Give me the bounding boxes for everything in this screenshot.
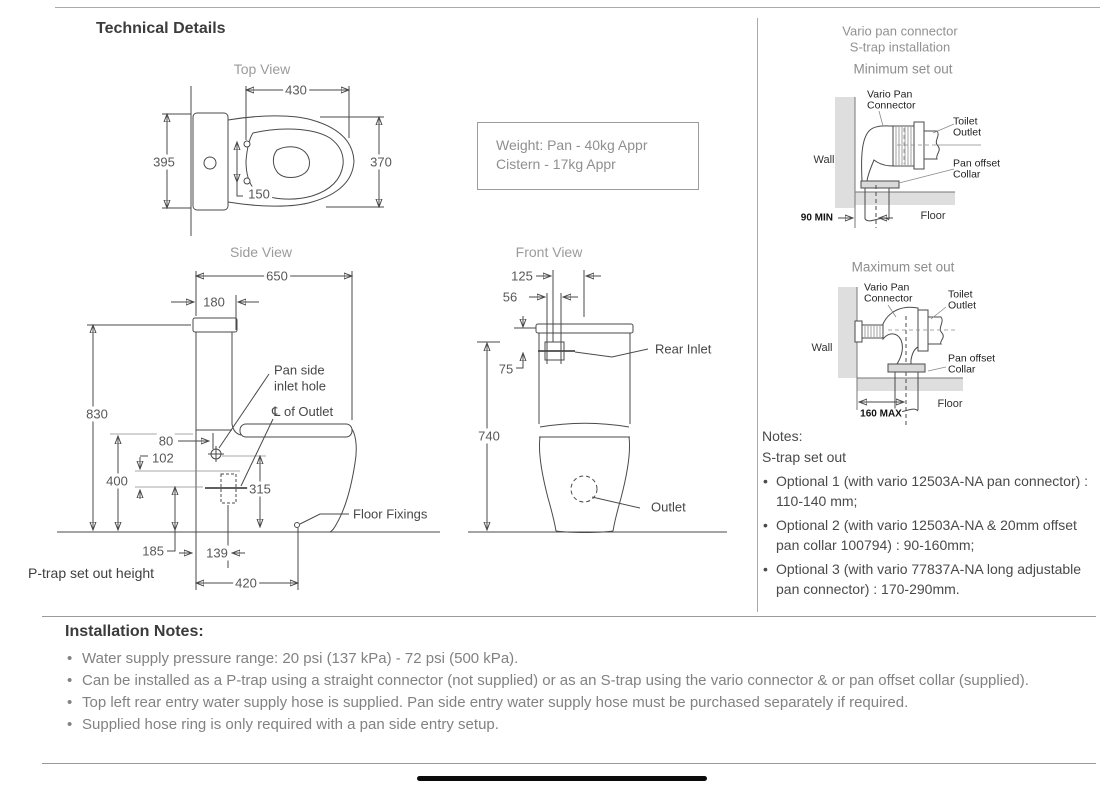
pan-side-inlet-label-line2: inlet hole [274,378,327,394]
min-collar-label-line2: Collar [953,168,981,181]
strap-notes-list [762,471,1098,599]
installation-note-item: • Water supply pressure range: 20 psi (137 kPa) - 72 psi (500 kPa). [65,648,1070,670]
column-divider [757,18,758,612]
min-setout-title-line1: Vario pan connector [842,23,958,39]
max-vario-label-line2: Connector [864,292,913,305]
dim-75: 75 [498,361,514,377]
page-end-bar [417,776,707,781]
max-floor-label: Floor [937,398,963,410]
min-toilet-outlet-label-line1: Toilet [953,115,978,128]
outlet-label: Outlet [651,499,686,515]
max-vario-label-line1: Vario Pan [864,281,910,294]
installation-note-item: • Top left rear entry water supply hose is supplied. Pan side entry water supply hose must be purchased separately if required. [65,692,1070,714]
dim-370: 370 [370,154,392,170]
dim-185: 185 [142,543,164,559]
strap-note-item: • Optional 2 (with vario 12503A-NA & 20mm offset pan collar 100794) : 90-160mm; [762,515,1098,555]
max-toilet-outlet-label-line1: Toilet [948,288,973,301]
bottom-rule [42,763,1096,764]
strap-notes-subheading: S-trap set out [762,449,847,465]
max-collar-label-line2: Collar [948,363,976,376]
dim-420: 420 [235,575,257,591]
dim-430: 430 [285,82,307,98]
dim-740: 740 [478,428,500,444]
side-view-drawing [57,268,440,590]
installation-notes-heading: Installation Notes: [65,623,204,640]
side-view-title: Side View [229,244,293,260]
min-toilet-outlet-label-line2: Outlet [953,126,982,139]
installation-note-item: • Can be installed as a P-trap using a straight connector (not supplied) or as an S-trap using the vario connector & or pan offset collar (supplied). [65,670,1070,692]
min-setout-dim: 90 MIN [800,212,833,224]
dim-102: 102 [152,450,174,466]
dim-150: 150 [248,186,270,202]
dim-400: 400 [106,473,128,489]
dim-315: 315 [249,481,271,497]
front-view-title: Front View [515,244,583,260]
dim-80: 80 [158,433,174,449]
min-vario-label-line1: Vario Pan [867,88,913,101]
min-setout-title-line2: S-trap installation [849,39,951,55]
page-title: Technical Details [96,20,226,37]
dim-650: 650 [266,268,288,284]
min-collar-label-line1: Pan offset [953,157,1001,170]
dim-139: 139 [206,545,228,561]
centerline-outlet-label: ℄ of Outlet [272,404,334,419]
installation-note-item: • Supplied hose ring is only required with a pan side entry setup. [65,714,1070,736]
dim-125: 125 [511,268,533,284]
dim-830: 830 [86,406,108,422]
top-view-drawing [162,86,384,236]
strap-notes [762,426,1098,599]
pan-side-inlet-label-line1: Pan side [274,362,325,378]
front-view-drawing [468,270,727,533]
dim-180: 180 [203,294,225,310]
installation-top-rule [42,616,1096,617]
strap-note-item: • Optional 3 (with vario 77837A-NA long adjustable pan connector) : 170-290mm. [762,559,1098,599]
top-rule [55,7,1100,8]
min-floor-label: Floor [920,210,946,222]
rear-inlet-label: Rear Inlet [655,341,712,357]
min-vario-label-line2: Connector [867,99,916,112]
strap-notes-heading: Notes: [762,428,803,444]
max-setout-dim: 160 MAX [860,408,902,420]
max-toilet-outlet-label-line2: Outlet [948,299,977,312]
dim-56: 56 [502,289,518,305]
ptrap-setout-label: P-trap set out height [28,565,155,581]
weight-box [477,122,699,190]
floor-fixings-label: Floor Fixings [353,506,428,522]
top-view-title: Top View [233,61,291,77]
min-setout-subtitle: Minimum set out [853,61,953,77]
max-collar-label-line1: Pan offset [948,352,996,365]
min-wall-label: Wall [813,154,835,166]
max-wall-label: Wall [811,342,833,354]
dim-395: 395 [153,154,175,170]
weight-pan: Weight: Pan - 40kg Appr [496,137,648,153]
weight-cistern: Cistern - 17kg Appr [496,156,616,172]
strap-note-item: • Optional 1 (with vario 12503A-NA pan connector) : 110-140 mm; [762,471,1098,511]
max-setout-subtitle: Maximum set out [851,259,955,275]
installation-notes [65,622,1070,736]
installation-notes-list [65,648,1070,736]
